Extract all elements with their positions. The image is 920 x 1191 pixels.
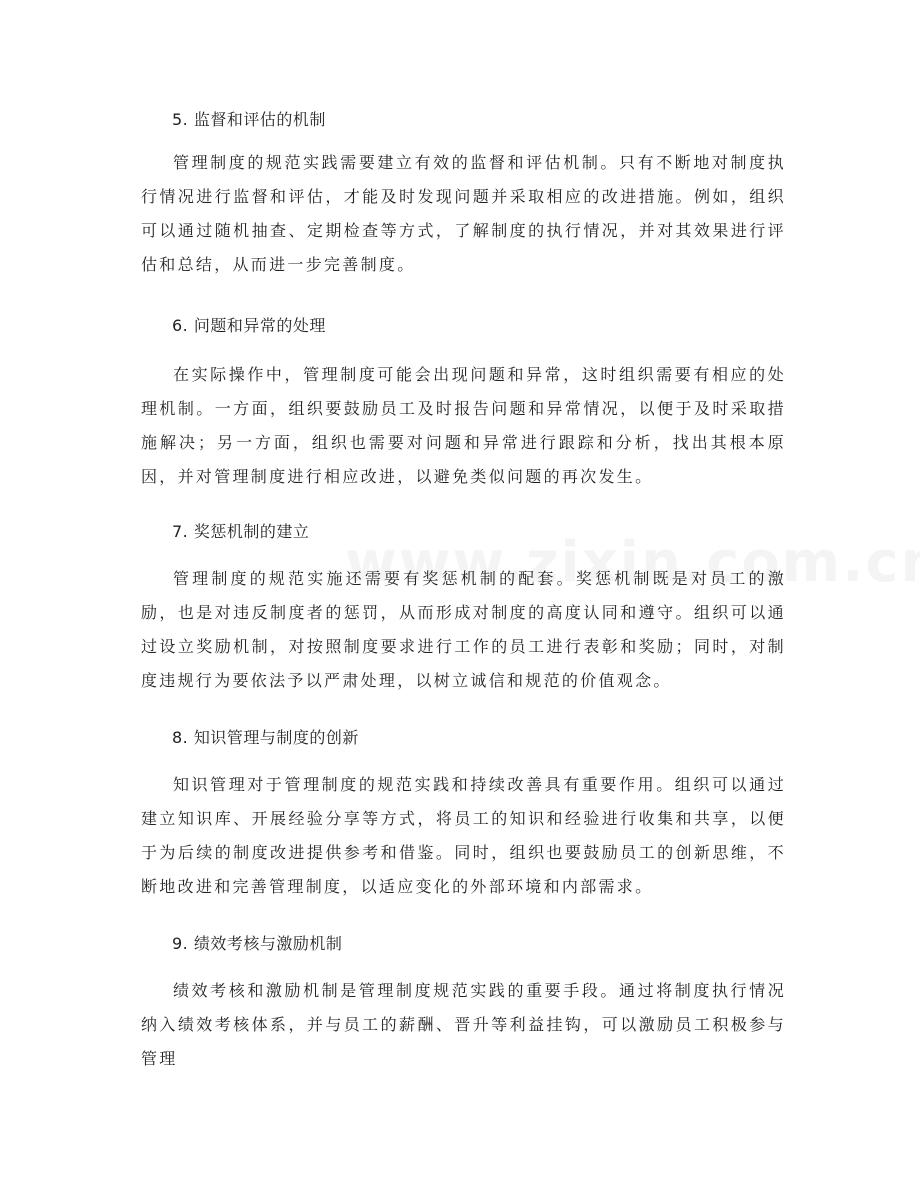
section-9-heading: 9. 绩效考核与激励机制 xyxy=(172,934,343,953)
section-5-body: 管理制度的规范实践需要建立有效的监督和评估机制。只有不断地对制度执行情况进行监督和评估，才能及时发现问题并采取相应的改进措施。例如，组织可以通过随机抽查、定期检查等方式，了解制度的执行情况，并对其效果进行评估和总结，从而进一步完善制度。 xyxy=(141,153,786,274)
section-5-heading: 5. 监督和评估的机制 xyxy=(172,110,326,129)
section-7-heading: 7. 奖惩机制的建立 xyxy=(172,522,310,541)
section-6-body: 在实际操作中，管理制度可能会出现问题和异常，这时组织需要有相应的处理机制。一方面，组织要鼓励员工及时报告问题和异常情况，以便于及时采取措施解决；另一方面，组织也需要对问题和异常进行跟踪和分析，找出其根本原因，并对管理制度进行相应改进，以避免类似问题的再次发生。 xyxy=(141,365,786,486)
section-8-heading: 8. 知识管理与制度的创新 xyxy=(172,728,359,747)
section-9-body: 绩效考核和激励机制是管理制度规范实践的重要手段。通过将制度执行情况纳入绩效考核体系，并与员工的薪酬、晋升等利益挂钩，可以激励员工积极参与管理 xyxy=(141,981,786,1068)
section-8-body: 知识管理对于管理制度的规范实践和持续改善具有重要作用。组织可以通过建立知识库、开展经验分享等方式，将员工的知识和经验进行收集和共享，以便于为后续的制度改进提供参考和借鉴。同时，组织也要鼓励员工的创新思维，不断地改进和完善管理制度，以适应变化的外部环境和内部需求。 xyxy=(141,775,786,896)
section-7-body: 管理制度的规范实施还需要有奖惩机制的配套。奖惩机制既是对员工的激励，也是对违反制度者的惩罚，从而形成对制度的高度认同和遵守。组织可以通过设立奖励机制，对按照制度要求进行工作的员工进行表彰和奖励；同时，对制度违规行为要依法予以严肃处理，以树立诚信和规范的价值观念。 xyxy=(141,569,786,690)
section-6-heading: 6. 问题和异常的处理 xyxy=(172,316,326,335)
